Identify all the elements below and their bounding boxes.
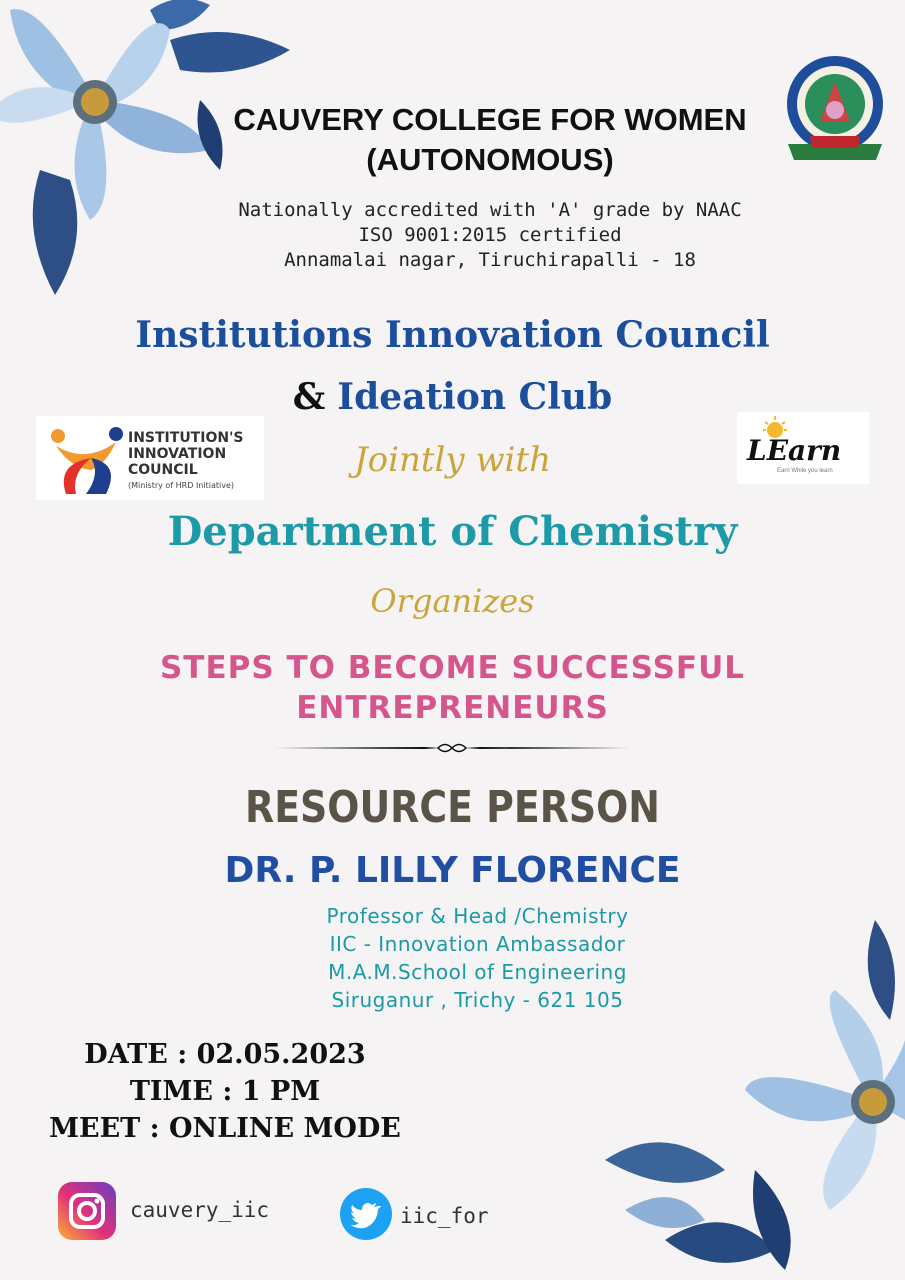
twitter-link[interactable] [340,1188,500,1244]
learn-logo-text: LEarn [747,434,842,467]
instagram-icon [58,1182,116,1240]
twitter-handle: iic_for [400,1204,489,1228]
speaker-designation: Professor & Head /Chemistry [326,904,629,928]
speaker-institution: M.A.M.School of Engineering [328,960,627,984]
resource-person-heading: RESOURCE PERSON [245,782,660,833]
council-title: Institutions Innovation Council [135,314,770,356]
speaker-details [280,902,675,1014]
instagram-link[interactable] [58,1182,288,1242]
accreditation-text: Nationally accredited with 'A' grade by NAAC [238,199,742,221]
event-title-line2: ENTREPRENEURS [296,690,609,726]
college-name-line2: (AUTONOMOUS) [366,142,614,177]
speaker-address: Siruganur , Trichy - 621 105 [331,988,624,1012]
address-text: Annamalai nagar, Tiruchirapalli - 18 [284,249,696,271]
event-meet-mode: MEET : ONLINE MODE [49,1113,401,1144]
event-title-line1: STEPS TO BECOME SUCCESSFUL [159,650,746,686]
event-title [0,648,905,728]
speaker-name: DR. P. LILLY FLORENCE [224,850,681,891]
learn-logo-tagline: Earn While you learn [777,468,833,474]
ampersand: & [292,376,326,418]
college-name-line1: CAUVERY COLLEGE FOR WOMEN [233,102,747,137]
department-title: Department of Chemistry [167,508,738,555]
iic-logo-line2: INNOVATION [128,446,227,462]
jointly-with-text: Jointly with [354,440,551,480]
event-time: TIME : 1 PM [129,1076,321,1107]
speaker-role: IIC - Innovation Ambassador [329,932,626,956]
event-date: DATE : 02.05.2023 [84,1039,366,1070]
iic-logo-line3: COUNCIL [128,462,198,478]
iso-text: ISO 9001:2015 certified [358,224,622,246]
club-name: Ideation Club [337,376,613,418]
twitter-icon [340,1188,392,1240]
college-name [150,100,830,180]
college-info [150,198,830,273]
instagram-handle: cauvery_iic [130,1198,270,1222]
ornamental-divider [275,740,630,756]
event-schedule [30,1036,420,1147]
organizes-text: Organizes [370,582,535,620]
iic-logo-line1: INSTITUTION'S [128,430,244,446]
iic-logo-subtitle: (Ministry of HRD Initiative) [128,481,234,490]
